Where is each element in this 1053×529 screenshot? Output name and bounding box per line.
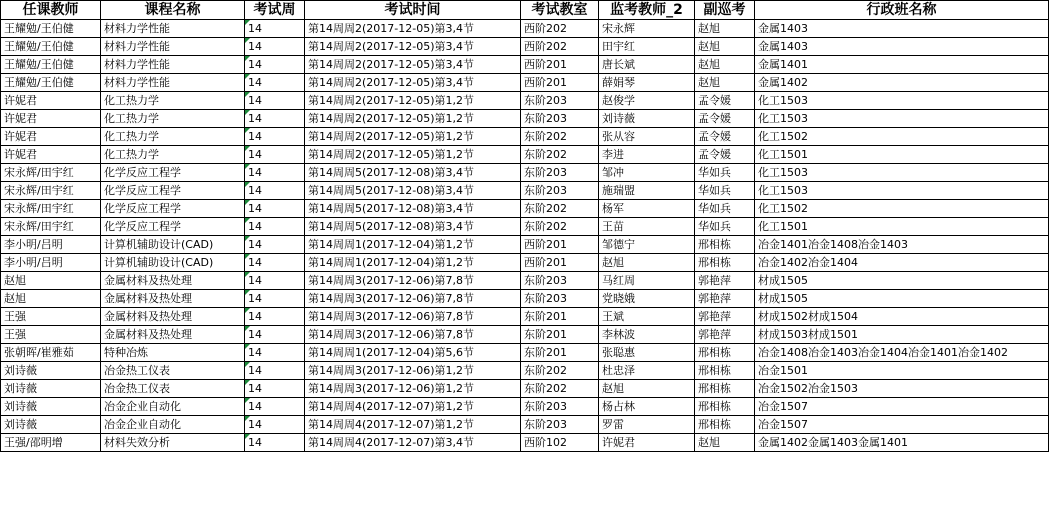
cell-week[interactable]: 14	[245, 74, 305, 92]
cell-week[interactable]: 14	[245, 146, 305, 164]
cell-teacher[interactable]: 王耀勉/王伯健	[1, 56, 101, 74]
cell-inspector[interactable]: 赵旭	[695, 434, 755, 452]
table-row	[1, 416, 1049, 434]
cell-time[interactable]: 第14周周2(2017-12-05)第3,4节	[305, 20, 521, 38]
cell-course[interactable]: 特种冶炼	[101, 344, 245, 362]
cell-proctor[interactable]: 田宇红	[599, 38, 695, 56]
cell-teacher[interactable]: 宋永辉/田宇红	[1, 182, 101, 200]
cell-course[interactable]: 材料失效分析	[101, 434, 245, 452]
cell-course[interactable]: 化工热力学	[101, 128, 245, 146]
cell-inspector[interactable]: 郭艳萍	[695, 326, 755, 344]
cell-inspector[interactable]: 邢相栋	[695, 254, 755, 272]
cell-room[interactable]: 东阶203	[521, 182, 599, 200]
cell-week[interactable]: 14	[245, 38, 305, 56]
cell-class[interactable]: 化工1503	[755, 92, 1049, 110]
cell-time[interactable]: 第14周周3(2017-12-06)第1,2节	[305, 380, 521, 398]
table-row	[1, 38, 1049, 56]
cell-room[interactable]: 东阶203	[521, 164, 599, 182]
cell-teacher[interactable]: 许妮君	[1, 146, 101, 164]
table-row	[1, 290, 1049, 308]
cell-time[interactable]: 第14周周3(2017-12-06)第7,8节	[305, 290, 521, 308]
cell-room[interactable]: 东阶201	[521, 308, 599, 326]
cell-course[interactable]: 材料力学性能	[101, 20, 245, 38]
cell-week[interactable]: 14	[245, 398, 305, 416]
cell-course[interactable]: 材料力学性能	[101, 74, 245, 92]
cell-class[interactable]: 冶金1502冶金1503	[755, 380, 1049, 398]
cell-time[interactable]: 第14周周2(2017-12-05)第3,4节	[305, 74, 521, 92]
cell-proctor[interactable]: 马红周	[599, 272, 695, 290]
cell-course[interactable]: 金属材料及热处理	[101, 290, 245, 308]
cell-week[interactable]: 14	[245, 254, 305, 272]
cell-course[interactable]: 化学反应工程学	[101, 164, 245, 182]
cell-teacher[interactable]: 刘诗薇	[1, 416, 101, 434]
cell-inspector[interactable]: 赵旭	[695, 38, 755, 56]
cell-time[interactable]: 第14周周3(2017-12-06)第7,8节	[305, 272, 521, 290]
header-proctor[interactable]: 监考教师_2	[599, 1, 695, 20]
cell-proctor[interactable]: 邹德宁	[599, 236, 695, 254]
cell-week[interactable]: 14	[245, 110, 305, 128]
header-course[interactable]: 课程名称	[101, 1, 245, 20]
cell-teacher[interactable]: 刘诗薇	[1, 398, 101, 416]
cell-class[interactable]: 材成1503材成1501	[755, 326, 1049, 344]
cell-proctor[interactable]: 王苗	[599, 218, 695, 236]
cell-proctor[interactable]: 张从容	[599, 128, 695, 146]
cell-time[interactable]: 第14周周5(2017-12-08)第3,4节	[305, 218, 521, 236]
cell-proctor[interactable]: 杨占林	[599, 398, 695, 416]
cell-week[interactable]: 14	[245, 56, 305, 74]
cell-class[interactable]: 化工1503	[755, 164, 1049, 182]
cell-time[interactable]: 第14周周2(2017-12-05)第3,4节	[305, 56, 521, 74]
cell-room[interactable]: 东阶203	[521, 110, 599, 128]
header-row	[1, 1, 1049, 20]
cell-proctor[interactable]: 杨军	[599, 200, 695, 218]
table-row	[1, 74, 1049, 92]
cell-proctor[interactable]: 刘诗薇	[599, 110, 695, 128]
cell-proctor[interactable]: 薛娟琴	[599, 74, 695, 92]
cell-class[interactable]: 材成1505	[755, 290, 1049, 308]
cell-week[interactable]: 14	[245, 200, 305, 218]
cell-teacher[interactable]: 王耀勉/王伯健	[1, 38, 101, 56]
cell-time[interactable]: 第14周周2(2017-12-05)第1,2节	[305, 128, 521, 146]
cell-room[interactable]: 东阶203	[521, 290, 599, 308]
table-row	[1, 272, 1049, 290]
table-row	[1, 20, 1049, 38]
cell-inspector[interactable]: 郭艳萍	[695, 272, 755, 290]
cell-proctor[interactable]: 许妮君	[599, 434, 695, 452]
header-teacher[interactable]: 任课教师	[1, 1, 101, 20]
table-row	[1, 200, 1049, 218]
cell-room[interactable]: 东阶203	[521, 272, 599, 290]
header-inspector[interactable]: 副巡考	[695, 1, 755, 20]
cell-week[interactable]: 14	[245, 362, 305, 380]
cell-teacher[interactable]: 宋永辉/田宇红	[1, 164, 101, 182]
cell-room[interactable]: 东阶202	[521, 362, 599, 380]
cell-teacher[interactable]: 赵旭	[1, 290, 101, 308]
cell-inspector[interactable]: 邢相栋	[695, 398, 755, 416]
cell-class[interactable]: 金属1403	[755, 38, 1049, 56]
cell-room[interactable]: 西阶201	[521, 236, 599, 254]
cell-week[interactable]: 14	[245, 236, 305, 254]
cell-room[interactable]: 西阶202	[521, 20, 599, 38]
cell-class[interactable]: 化工1501	[755, 218, 1049, 236]
cell-week[interactable]: 14	[245, 308, 305, 326]
cell-course[interactable]: 金属材料及热处理	[101, 272, 245, 290]
table-row	[1, 236, 1049, 254]
cell-teacher[interactable]: 刘诗薇	[1, 380, 101, 398]
cell-time[interactable]: 第14周周4(2017-12-07)第1,2节	[305, 398, 521, 416]
cell-room[interactable]: 西阶102	[521, 434, 599, 452]
cell-class[interactable]: 化工1501	[755, 146, 1049, 164]
cell-week[interactable]: 14	[245, 164, 305, 182]
cell-room[interactable]: 西阶201	[521, 56, 599, 74]
cell-week[interactable]: 14	[245, 128, 305, 146]
cell-inspector[interactable]: 邢相栋	[695, 380, 755, 398]
cell-class[interactable]: 冶金1507	[755, 398, 1049, 416]
cell-week[interactable]: 14	[245, 218, 305, 236]
cell-proctor[interactable]: 党晓娥	[599, 290, 695, 308]
cell-week[interactable]: 14	[245, 416, 305, 434]
cell-time[interactable]: 第14周周1(2017-12-04)第1,2节	[305, 236, 521, 254]
cell-course[interactable]: 金属材料及热处理	[101, 308, 245, 326]
cell-inspector[interactable]: 邢相栋	[695, 344, 755, 362]
cell-room[interactable]: 西阶201	[521, 74, 599, 92]
cell-time[interactable]: 第14周周2(2017-12-05)第1,2节	[305, 92, 521, 110]
cell-proctor[interactable]: 赵旭	[599, 380, 695, 398]
cell-proctor[interactable]: 张聪惠	[599, 344, 695, 362]
cell-inspector[interactable]: 华如兵	[695, 182, 755, 200]
cell-time[interactable]: 第14周周2(2017-12-05)第1,2节	[305, 146, 521, 164]
cell-proctor[interactable]: 李进	[599, 146, 695, 164]
cell-teacher[interactable]: 李小明/吕明	[1, 254, 101, 272]
cell-course[interactable]: 材料力学性能	[101, 56, 245, 74]
cell-teacher[interactable]: 宋永辉/田宇红	[1, 200, 101, 218]
cell-course[interactable]: 计算机辅助设计(CAD)	[101, 254, 245, 272]
cell-time[interactable]: 第14周周4(2017-12-07)第1,2节	[305, 416, 521, 434]
table-row	[1, 326, 1049, 344]
cell-proctor[interactable]: 赵俊学	[599, 92, 695, 110]
cell-room[interactable]: 东阶202	[521, 146, 599, 164]
cell-time[interactable]: 第14周周3(2017-12-06)第7,8节	[305, 308, 521, 326]
cell-inspector[interactable]: 郭艳萍	[695, 308, 755, 326]
header-room[interactable]: 考试教室	[521, 1, 599, 20]
cell-course[interactable]: 化工热力学	[101, 146, 245, 164]
table-row	[1, 128, 1049, 146]
cell-inspector[interactable]: 孟令媛	[695, 146, 755, 164]
cell-teacher[interactable]: 许妮君	[1, 92, 101, 110]
table-row	[1, 56, 1049, 74]
cell-course[interactable]: 材料力学性能	[101, 38, 245, 56]
cell-course[interactable]: 冶金热工仪表	[101, 362, 245, 380]
cell-week[interactable]: 14	[245, 20, 305, 38]
cell-room[interactable]: 东阶203	[521, 416, 599, 434]
cell-proctor[interactable]: 唐长斌	[599, 56, 695, 74]
cell-class[interactable]: 化工1502	[755, 128, 1049, 146]
cell-class[interactable]: 冶金1507	[755, 416, 1049, 434]
table-row	[1, 146, 1049, 164]
cell-proctor[interactable]: 王斌	[599, 308, 695, 326]
cell-teacher[interactable]: 许妮君	[1, 110, 101, 128]
cell-class[interactable]: 材成1502材成1504	[755, 308, 1049, 326]
cell-proctor[interactable]: 李林波	[599, 326, 695, 344]
cell-time[interactable]: 第14周周1(2017-12-04)第5,6节	[305, 344, 521, 362]
cell-proctor[interactable]: 杜忠泽	[599, 362, 695, 380]
cell-proctor[interactable]: 赵旭	[599, 254, 695, 272]
cell-time[interactable]: 第14周周3(2017-12-06)第7,8节	[305, 326, 521, 344]
header-class[interactable]: 行政班名称	[755, 1, 1049, 20]
table-row	[1, 344, 1049, 362]
cell-teacher[interactable]: 赵旭	[1, 272, 101, 290]
cell-time[interactable]: 第14周周1(2017-12-04)第1,2节	[305, 254, 521, 272]
cell-room[interactable]: 西阶201	[521, 254, 599, 272]
cell-week[interactable]: 14	[245, 272, 305, 290]
cell-teacher[interactable]: 李小明/吕明	[1, 236, 101, 254]
cell-time[interactable]: 第14周周2(2017-12-05)第3,4节	[305, 38, 521, 56]
table-row	[1, 254, 1049, 272]
table-row	[1, 398, 1049, 416]
cell-room[interactable]: 西阶202	[521, 38, 599, 56]
cell-room[interactable]: 东阶202	[521, 200, 599, 218]
cell-proctor[interactable]: 邹冲	[599, 164, 695, 182]
table-row	[1, 92, 1049, 110]
cell-inspector[interactable]: 孟令媛	[695, 110, 755, 128]
cell-inspector[interactable]: 华如兵	[695, 218, 755, 236]
cell-time[interactable]: 第14周周4(2017-12-07)第3,4节	[305, 434, 521, 452]
cell-week[interactable]: 14	[245, 182, 305, 200]
cell-class[interactable]: 金属1403	[755, 20, 1049, 38]
cell-course[interactable]: 化学反应工程学	[101, 218, 245, 236]
cell-class[interactable]: 化工1503	[755, 110, 1049, 128]
cell-class[interactable]: 材成1505	[755, 272, 1049, 290]
cell-proctor[interactable]: 罗雷	[599, 416, 695, 434]
cell-class[interactable]: 化工1503	[755, 182, 1049, 200]
cell-week[interactable]: 14	[245, 326, 305, 344]
cell-inspector[interactable]: 郭艳萍	[695, 290, 755, 308]
cell-course[interactable]: 化工热力学	[101, 92, 245, 110]
cell-week[interactable]: 14	[245, 290, 305, 308]
cell-room[interactable]: 东阶203	[521, 398, 599, 416]
cell-teacher[interactable]: 王强	[1, 326, 101, 344]
cell-time[interactable]: 第14周周5(2017-12-08)第3,4节	[305, 182, 521, 200]
cell-course[interactable]: 冶金热工仪表	[101, 380, 245, 398]
table-row	[1, 380, 1049, 398]
cell-room[interactable]: 东阶202	[521, 218, 599, 236]
table-row	[1, 164, 1049, 182]
table-row	[1, 362, 1049, 380]
cell-course[interactable]: 化学反应工程学	[101, 200, 245, 218]
cell-class[interactable]: 金属1402金属1403金属1401	[755, 434, 1049, 452]
cell-class[interactable]: 金属1402	[755, 74, 1049, 92]
cell-course[interactable]: 冶金企业自动化	[101, 416, 245, 434]
cell-time[interactable]: 第14周周5(2017-12-08)第3,4节	[305, 200, 521, 218]
cell-course[interactable]: 化学反应工程学	[101, 182, 245, 200]
cell-inspector[interactable]: 赵旭	[695, 56, 755, 74]
cell-room[interactable]: 东阶202	[521, 128, 599, 146]
cell-teacher[interactable]: 刘诗薇	[1, 362, 101, 380]
cell-course[interactable]: 化工热力学	[101, 110, 245, 128]
cell-week[interactable]: 14	[245, 434, 305, 452]
cell-class[interactable]: 金属1401	[755, 56, 1049, 74]
cell-proctor[interactable]: 宋永辉	[599, 20, 695, 38]
cell-room[interactable]: 东阶202	[521, 380, 599, 398]
table-row	[1, 218, 1049, 236]
cell-inspector[interactable]: 孟令媛	[695, 128, 755, 146]
cell-class[interactable]: 冶金1401冶金1408冶金1403	[755, 236, 1049, 254]
cell-course[interactable]: 冶金企业自动化	[101, 398, 245, 416]
cell-inspector[interactable]: 华如兵	[695, 164, 755, 182]
cell-teacher[interactable]: 王耀勉/王伯健	[1, 74, 101, 92]
cell-teacher[interactable]: 王强/邵明增	[1, 434, 101, 452]
table-row	[1, 434, 1049, 452]
cell-inspector[interactable]: 华如兵	[695, 200, 755, 218]
cell-teacher[interactable]: 宋永辉/田宇红	[1, 218, 101, 236]
cell-proctor[interactable]: 施瑞盟	[599, 182, 695, 200]
cell-inspector[interactable]: 邢相栋	[695, 362, 755, 380]
cell-inspector[interactable]: 孟令媛	[695, 92, 755, 110]
cell-teacher[interactable]: 许妮君	[1, 128, 101, 146]
cell-time[interactable]: 第14周周5(2017-12-08)第3,4节	[305, 164, 521, 182]
cell-time[interactable]: 第14周周3(2017-12-06)第1,2节	[305, 362, 521, 380]
table-row	[1, 110, 1049, 128]
cell-room[interactable]: 东阶201	[521, 326, 599, 344]
cell-week[interactable]: 14	[245, 92, 305, 110]
cell-room[interactable]: 东阶201	[521, 344, 599, 362]
cell-inspector[interactable]: 赵旭	[695, 74, 755, 92]
table-row	[1, 182, 1049, 200]
cell-course[interactable]: 计算机辅助设计(CAD)	[101, 236, 245, 254]
cell-class[interactable]: 冶金1501	[755, 362, 1049, 380]
cell-inspector[interactable]: 赵旭	[695, 20, 755, 38]
cell-teacher[interactable]: 王强	[1, 308, 101, 326]
header-week[interactable]: 考试周	[245, 1, 305, 20]
cell-room[interactable]: 东阶203	[521, 92, 599, 110]
cell-class[interactable]: 冶金1408冶金1403冶金1404冶金1401冶金1402	[755, 344, 1049, 362]
cell-inspector[interactable]: 邢相栋	[695, 236, 755, 254]
cell-course[interactable]: 金属材料及热处理	[101, 326, 245, 344]
cell-week[interactable]: 14	[245, 344, 305, 362]
cell-class[interactable]: 化工1502	[755, 200, 1049, 218]
cell-teacher[interactable]: 王耀勉/王伯健	[1, 20, 101, 38]
table-row	[1, 308, 1049, 326]
cell-class[interactable]: 冶金1402冶金1404	[755, 254, 1049, 272]
cell-week[interactable]: 14	[245, 380, 305, 398]
cell-inspector[interactable]: 邢相栋	[695, 416, 755, 434]
cell-time[interactable]: 第14周周2(2017-12-05)第1,2节	[305, 110, 521, 128]
cell-teacher[interactable]: 张朝晖/崔雅茹	[1, 344, 101, 362]
header-time[interactable]: 考试时间	[305, 1, 521, 20]
